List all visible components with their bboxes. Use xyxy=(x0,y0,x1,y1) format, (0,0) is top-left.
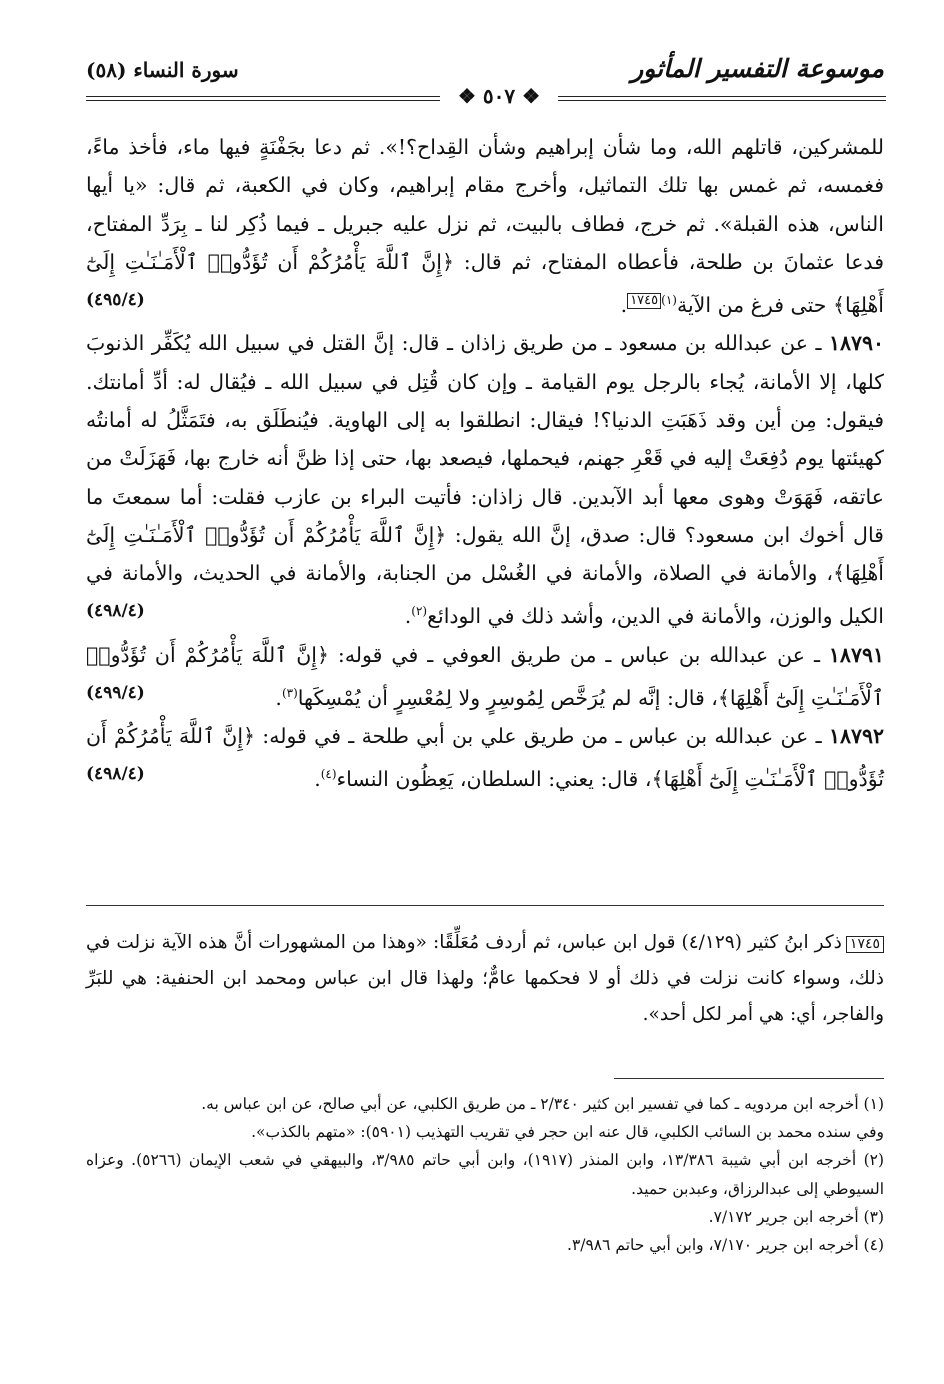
comment-separator xyxy=(86,905,884,906)
footnote-4: (٤) أخرجه ابن جرير ٧/١٧٠، وابن أبي حاتم ٣/٩٨٦. xyxy=(567,1236,884,1255)
volume-ref: (٤٩٥/٤) xyxy=(86,290,145,311)
book-title: موسوعة التفسير المأثور xyxy=(631,54,884,83)
surah-label: سورة النساء (٥٨) xyxy=(86,58,239,82)
comment-marker: ١٧٤٥ xyxy=(627,293,661,309)
main-text xyxy=(86,128,884,798)
entry-number: ١٨٧٩٠ xyxy=(828,331,884,356)
comment-text: ذكر ابنُ كثير (٤/١٢٩) قول ابن عباس، ثم أردف مُعَلِّقًا: «وهذا من المشهورات أنَّ هذه الآية نزلت في ذلك، وسواء كانت نزلت في ذلك أو لا فحكمها عامٌّ؛ ولهذا قال ابن عباس ومحمد ابن الحنفية: هي للبَرِّ والفاجر، أي: هي أمر لكل أحد». xyxy=(86,932,884,1025)
commentary-block xyxy=(86,925,884,1033)
footnote-1-cont: وفي سنده محمد بن السائب الكلبي، قال عنه ابن حجر في تقريب التهذيب (٥٩٠١): «متهم بالكذب». xyxy=(251,1123,884,1142)
footnote-marker: (٣) xyxy=(281,685,298,700)
entry-18791: ١٨٧٩١ ـ عن عبدالله بن عباس ـ من طريق العوفي ـ في قوله: ﴿إِنَّ ٱللَّهَ يَأْمُرُكُمْ أَن تُؤَدُّوا۟ ٱلْأَمَـٰنَـٰتِ إِلَىٰٓ أَهْلِهَا﴾، قال: إنَّه لم يُرَخَّص لِمُوسِرٍ ولا لِمُعْسِرٍ أن يُمْسِكَها$^{(٣)}$. (٤٩٩/٤) xyxy=(86,636,884,717)
entry-number: ١٨٧٩٢ xyxy=(828,723,884,748)
paragraph-1: للمشركين، قاتلهم الله، وما شأن إبراهيم وشأن القِداح؟!». ثم دعا بجَفْنَةٍ فيها ماء، فأخذ ماءً، فغمسه، ثم غمس بها تلك التماثيل، وأخرج مقام إبراهيم، وكان في الكعبة، ثم قال: «يا أيها الناس، هذه القبلة». ثم خرج، فطاف بالبيت، ثم نزل عليه جبريل ـ فيما ذُكِر لنا ـ بِرَدِّ المفتاح، فدعا عثمانَ بن طلحة، فأعطاه المفتاح، ثم قال: ﴿إِنَّ ٱللَّهَ يَأْمُرُكُمْ أَن تُؤَدُّوا۟ ٱلْأَمَـٰنَـٰتِ إِلَىٰٓ أَهْلِهَا﴾ حتى فرغ من الآية$^{(١)}$١٧٤٥. (٤٩٥/٤) xyxy=(86,128,884,324)
footnote-marker: (٤) xyxy=(320,767,337,782)
volume-ref: (٤٩٨/٤) xyxy=(86,601,145,622)
footnote-3: (٣) أخرجه ابن جرير ٧/١٧٢. xyxy=(708,1207,884,1226)
page-number: ❖ ٥٠٧ ❖ xyxy=(440,84,558,108)
entry-18792: ١٨٧٩٢ ـ عن عبدالله بن عباس ـ من طريق علي بن أبي طلحة ـ في قوله: ﴿إِنَّ ٱللَّهَ يَأْمُرُكُمْ أَن تُؤَدُّوا۟ ٱلْأَمَـٰنَـٰتِ إِلَىٰٓ أَهْلِهَا﴾، قال: يعني: السلطان، يَعِظُون النساء$^{(٤)}$. (٤٩٨/٤) xyxy=(86,717,884,798)
comment-number: ١٧٤٥ xyxy=(846,936,884,953)
entry-number: ١٨٧٩١ xyxy=(828,642,884,667)
entry-18790: ١٨٧٩٠ ـ عن عبدالله بن مسعود ـ من طريق زاذان ـ قال: إنَّ القتل في سبيل الله يُكَفِّر الذنوبَ كلها، إلا الأمانة، يُجاء بالرجل يوم القيامة ـ وإن كان قُتِل في سبيل الله ـ فيُقال له: أدِّ أمانتك. فيقول: مِن أين وقد ذَهَبَتِ الدنيا؟! فيقال: انطلقوا به إلى الهاوية. فيُنطَلَق به، فتَمَثَّلُ له أمانتُه كهيئتها يوم دُفِعَتْ إليه في قَعْرِ جهنم، فيحملها، فيصعد بها، حتى إذا ظنَّ أنه خارج بها، فَهَزَلَتْ من عاتقه، فَهَوَتْ وهوى معها أبد الآبدين. قال زاذان: فأتيت البراء بن عازب فقلت: أما سمعتَ ما قال أخوك ابن مسعود؟ قال: صدق، إنَّ الله يقول: ﴿إِنَّ ٱللَّهَ يَأْمُرُكُمْ أَن تُؤَدُّوا۟ ٱلْأَمَـٰنَـٰتِ إِلَىٰٓ أَهْلِهَا﴾، والأمانة في الصلاة، والأمانة في الغُسْل من الجنابة، والأمانة في الحديث، والأمانة في الكيل والوزن، والأمانة في الدين، وأشد ذلك في الودائع$^{(٢)}$. (٤٩٨/٤) xyxy=(86,324,884,635)
footnote-2: (٢) أخرجه ابن أبي شيبة ١٣/٣٨٦، وابن المنذر (١٩١٧)، وابن أبي حاتم ٣/٩٨٥، والبيهقي في شعب الإيمان (٥٢٦٦). وعزاه السيوطي إلى عبدالرزاق، وعبدبن حميد. xyxy=(86,1151,885,1198)
footnote-marker: (١) xyxy=(661,293,677,308)
volume-ref: (٤٩٩/٤) xyxy=(86,682,145,703)
footnote-marker: (٢) xyxy=(411,604,428,619)
footnotes xyxy=(86,1090,884,1259)
footnote-separator xyxy=(614,1078,884,1079)
volume-ref: (٤٩٨/٤) xyxy=(86,764,145,785)
footnote-1: (١) أخرجه ابن مردويه ـ كما في تفسير ابن كثير ٢/٣٤٠ ـ من طريق الكلبي، عن أبي صالح، عن ابن عباس به. xyxy=(201,1095,884,1113)
